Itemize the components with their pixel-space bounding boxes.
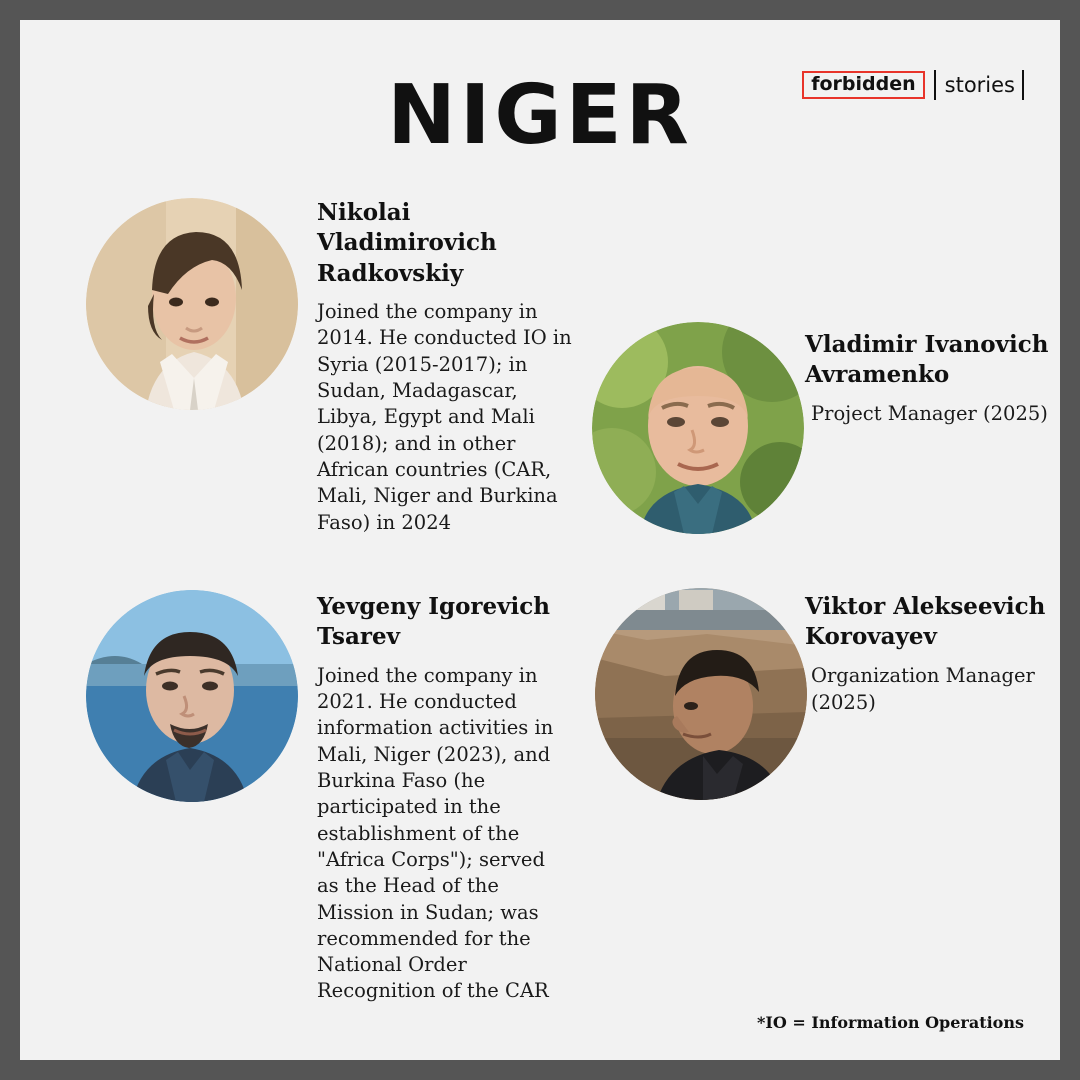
logo-forbidden-text: forbidden — [802, 71, 924, 99]
avatar — [595, 588, 807, 800]
person-name: Vladimir Ivanovich Avramenko — [805, 331, 1049, 389]
logo-divider — [934, 70, 936, 100]
person-description: Joined the company in 2014. He conducted IO in Syria (2015-2017); in Sudan, Madagascar, Libya, Egypt and Mali (2018); and in other African countries (CAR, Mali, Niger and Burkina Faso) in 2024 — [317, 300, 572, 534]
person-text — [317, 198, 579, 536]
portrait-image — [86, 198, 298, 410]
logo-end-bar — [1022, 70, 1024, 100]
person-text — [805, 330, 1055, 428]
avatar — [86, 590, 298, 802]
person-role: Organization Manager (2025) — [811, 663, 1035, 714]
person-name: Nikolai Vladimirovich Radkovskiy — [317, 199, 497, 287]
forbidden-stories-logo — [802, 68, 1024, 102]
person-description: Joined the company in 2021. He conducted information activities in Mali, Niger (2023), and Burkina Faso (he participated in the establishment of the "Africa Corps"); served as the Head of the Mission in Sudan; was recommended for the National Order Recognition of the CAR — [317, 663, 554, 1003]
footnote: *IO = Information Operations — [757, 1013, 1024, 1032]
person-name: Viktor Alekseevich Korovayev — [805, 593, 1046, 651]
page-title: NIGER — [387, 68, 693, 163]
person-text — [317, 592, 567, 1005]
avatar — [592, 322, 804, 534]
portrait-image — [86, 590, 298, 802]
logo-stories-text: stories — [944, 72, 1015, 97]
person-role: Project Manager (2025) — [811, 401, 1048, 425]
person-name: Yevgeny Igorevich Tsarev — [317, 593, 550, 651]
portrait-image — [595, 588, 807, 800]
person-text — [805, 592, 1053, 717]
avatar — [86, 198, 298, 410]
portrait-image — [592, 322, 804, 534]
infographic-card — [20, 20, 1060, 1060]
